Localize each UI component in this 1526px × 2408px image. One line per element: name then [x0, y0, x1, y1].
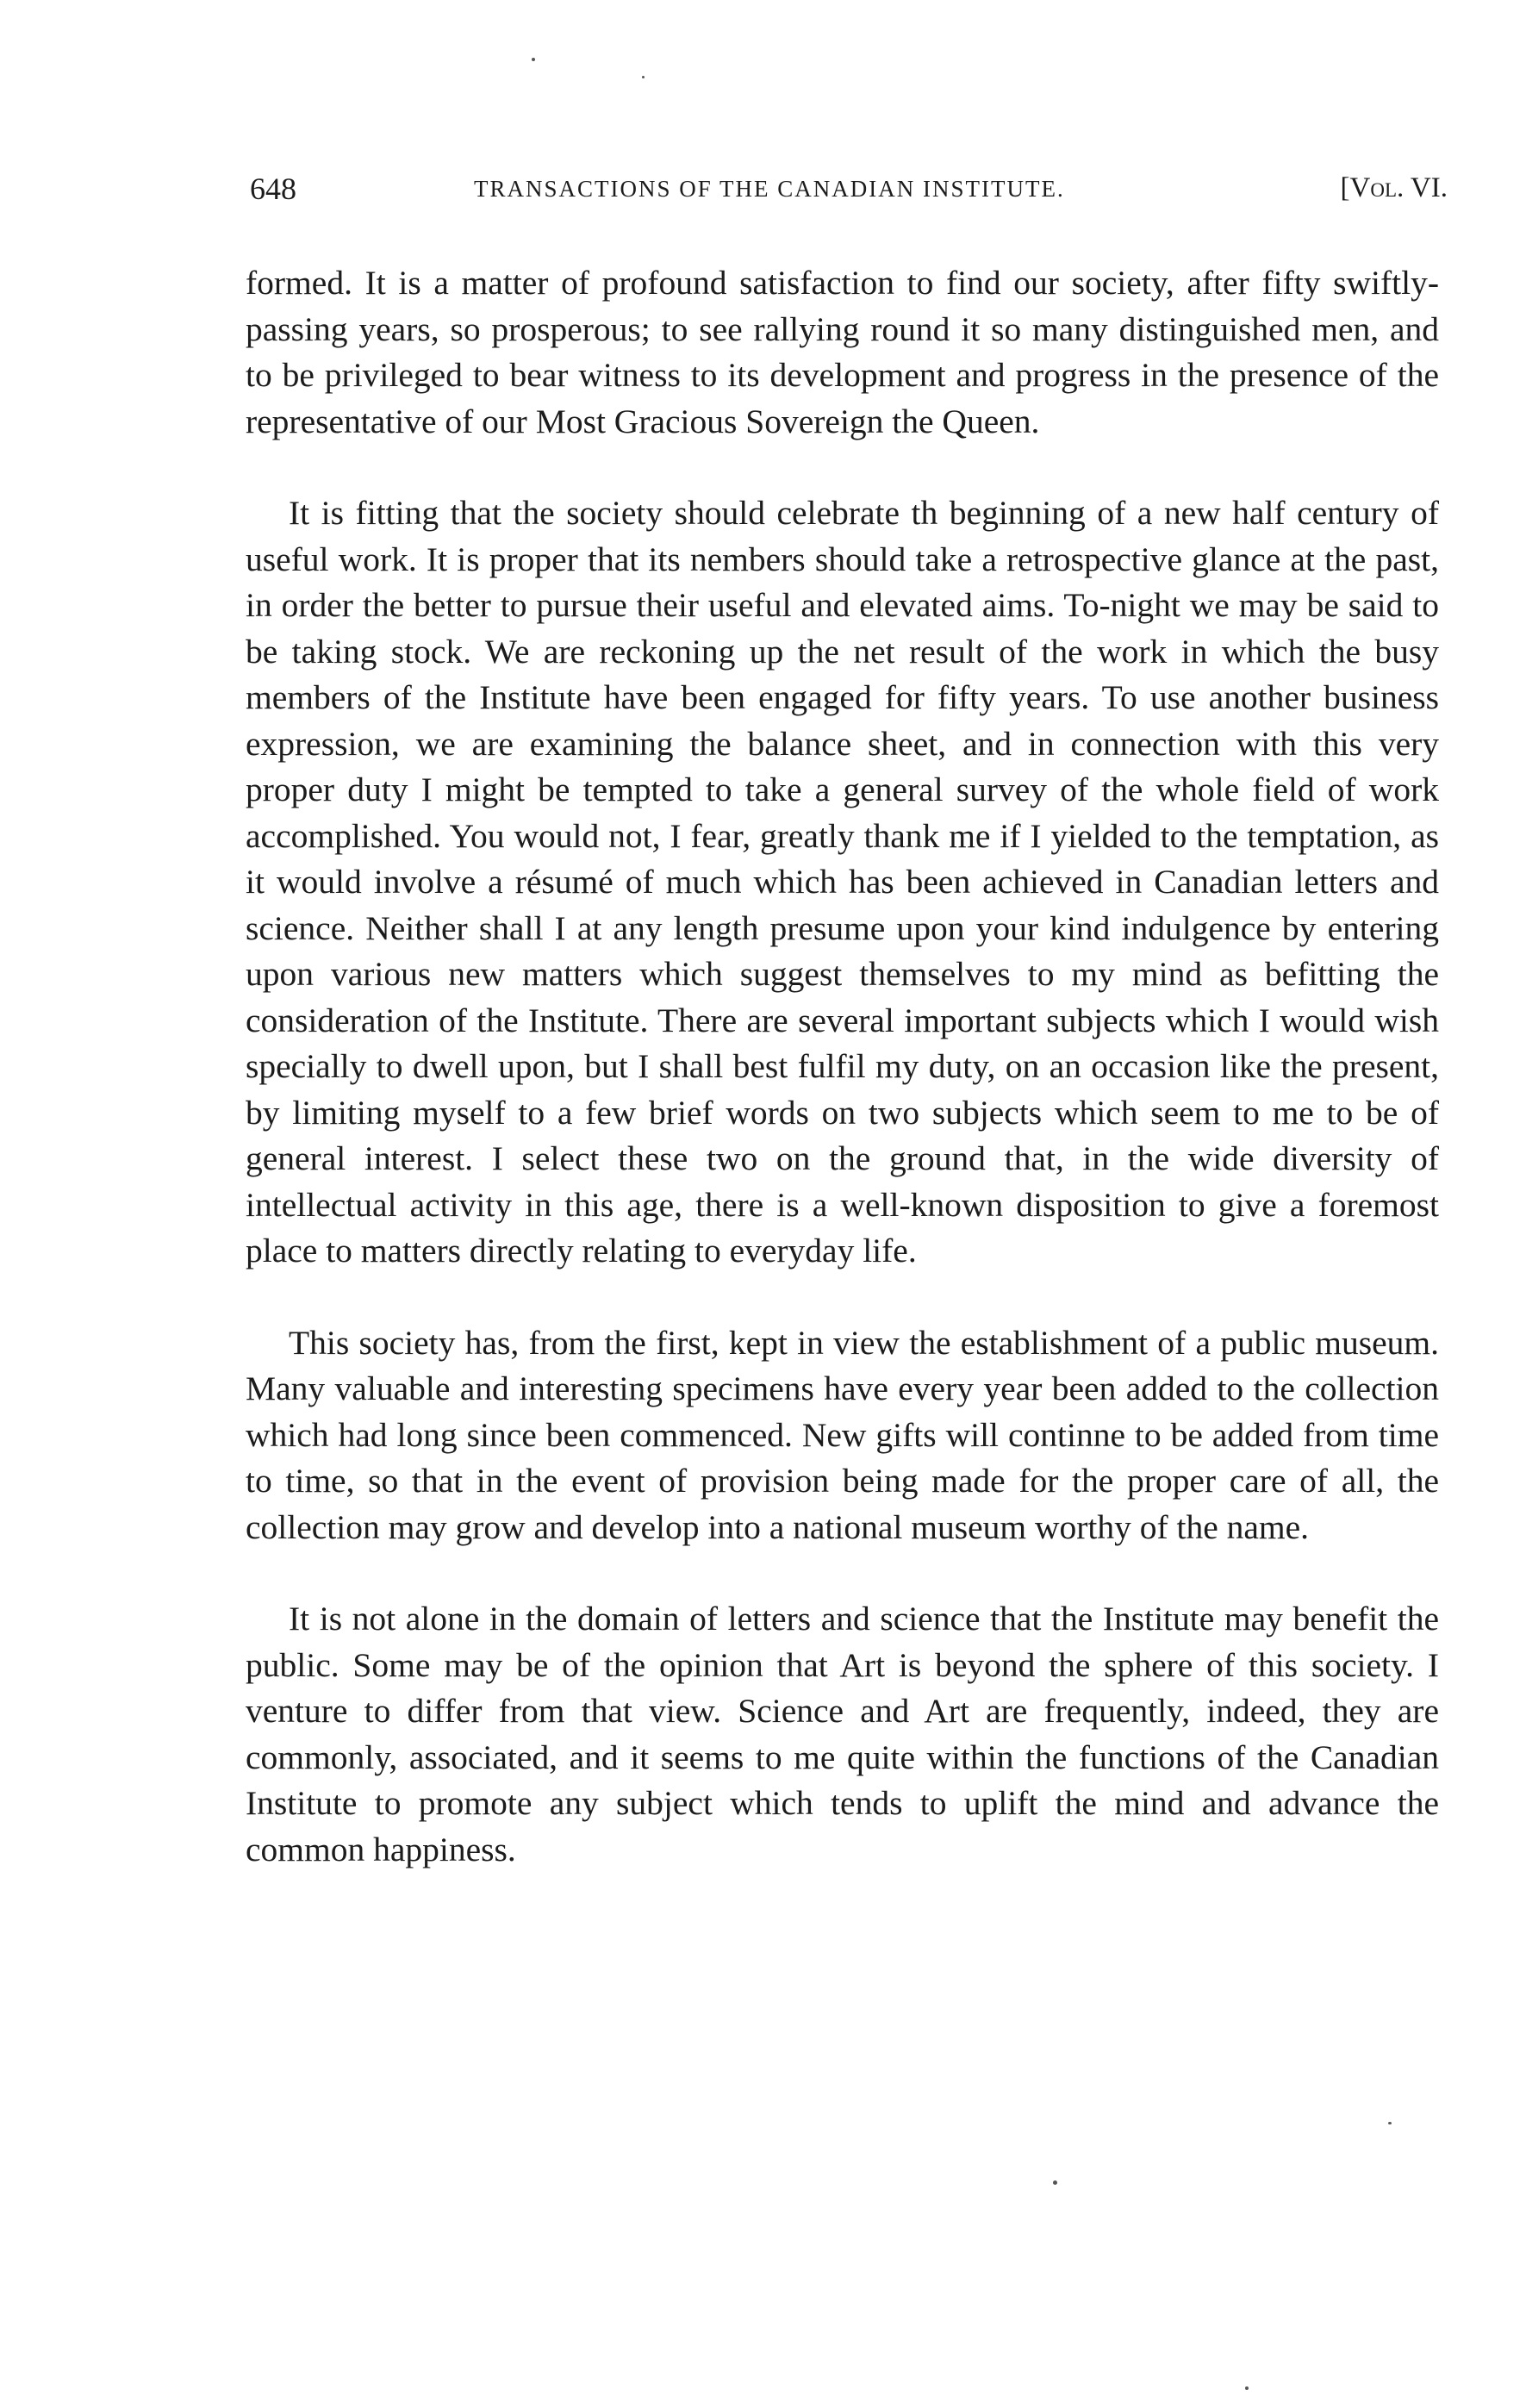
- paragraph-museum: This society has, from the first, kept in view the establishment of a public museum. Many valuable and interesting specimens have every year been added to the collection which had long since been commenced. New gifts will continne to be added from time to time, so that in the event of provision being made for the proper care of all, the collection may grow and develop into a national museum worthy of the name.: [246, 1323, 1439, 1546]
- page-number: 648: [250, 172, 296, 206]
- volume-label: [Vol. VI.: [1340, 172, 1448, 203]
- running-title: TRANSACTIONS OF THE CANADIAN INSTITUTE.: [474, 176, 1065, 202]
- page-body: [246, 260, 1439, 1918]
- paragraph-half-century: It is fitting that the society should celebrate th beginning of a new half century of useful work. It is proper that its nembers should take a retrospective glance at the past, in order the better to pursue their useful and elevated aims. To-night we may be said to be taking stock. We are reckoning up the net result of the work in which the busy members of the Institute have been engaged for fifty years. To use another business expression, we are examining the balance sheet, and in connection with this very proper duty I might be tempted to take a general survey of the whole field of work accomplished. You would not, I fear, greatly thank me if I yielded to the temptation, as it would involve a résumé of much which has been achieved in Canadian letters and science. Neither shall I at any length presume upon your kind indulgence by entering upon various new matters which suggest themselves to my mind as befitting the consideration of the Institute. There are several important subjects which I would wish specially to dwell upon, but I shall best fulfil my duty, on an occasion like the present, by limiting myself to a few brief words on two subjects which seem to me to be of general interest. I select these two on the ground that, in the wide diversity of intellectual activity in this age, there is a well-known disposition to give a foremost place to matters directly relating to everyday life.: [246, 494, 1439, 1270]
- paragraph-continuation: formed. It is a matter of profound satisfaction to find our society, after fifty swiftly-passing years, so prosperous; to see rallying round it so many distinguished men, and to be privileged to bear witness to its development and progress in the presence of the representative of our Most Gracious Sovereign the Queen.: [246, 264, 1439, 440]
- scan-speck: [642, 76, 645, 78]
- scan-speck: [1053, 2180, 1057, 2185]
- scan-speck: [1245, 2386, 1249, 2390]
- scan-speck: [532, 58, 535, 61]
- scan-speck: [1388, 2122, 1392, 2124]
- page-header: [250, 171, 1448, 214]
- paragraph-art: It is not alone in the domain of letters and science that the Institute may benefit the public. Some may be of the opinion that Art is beyond the sphere of this society. I venture to differ from that view. Science and Art are frequently, indeed, they are commonly, associated, and it seems to me quite within the functions of the Canadian Institute to promote any subject which tends to uplift the mind and advance the common happiness.: [246, 1600, 1439, 1868]
